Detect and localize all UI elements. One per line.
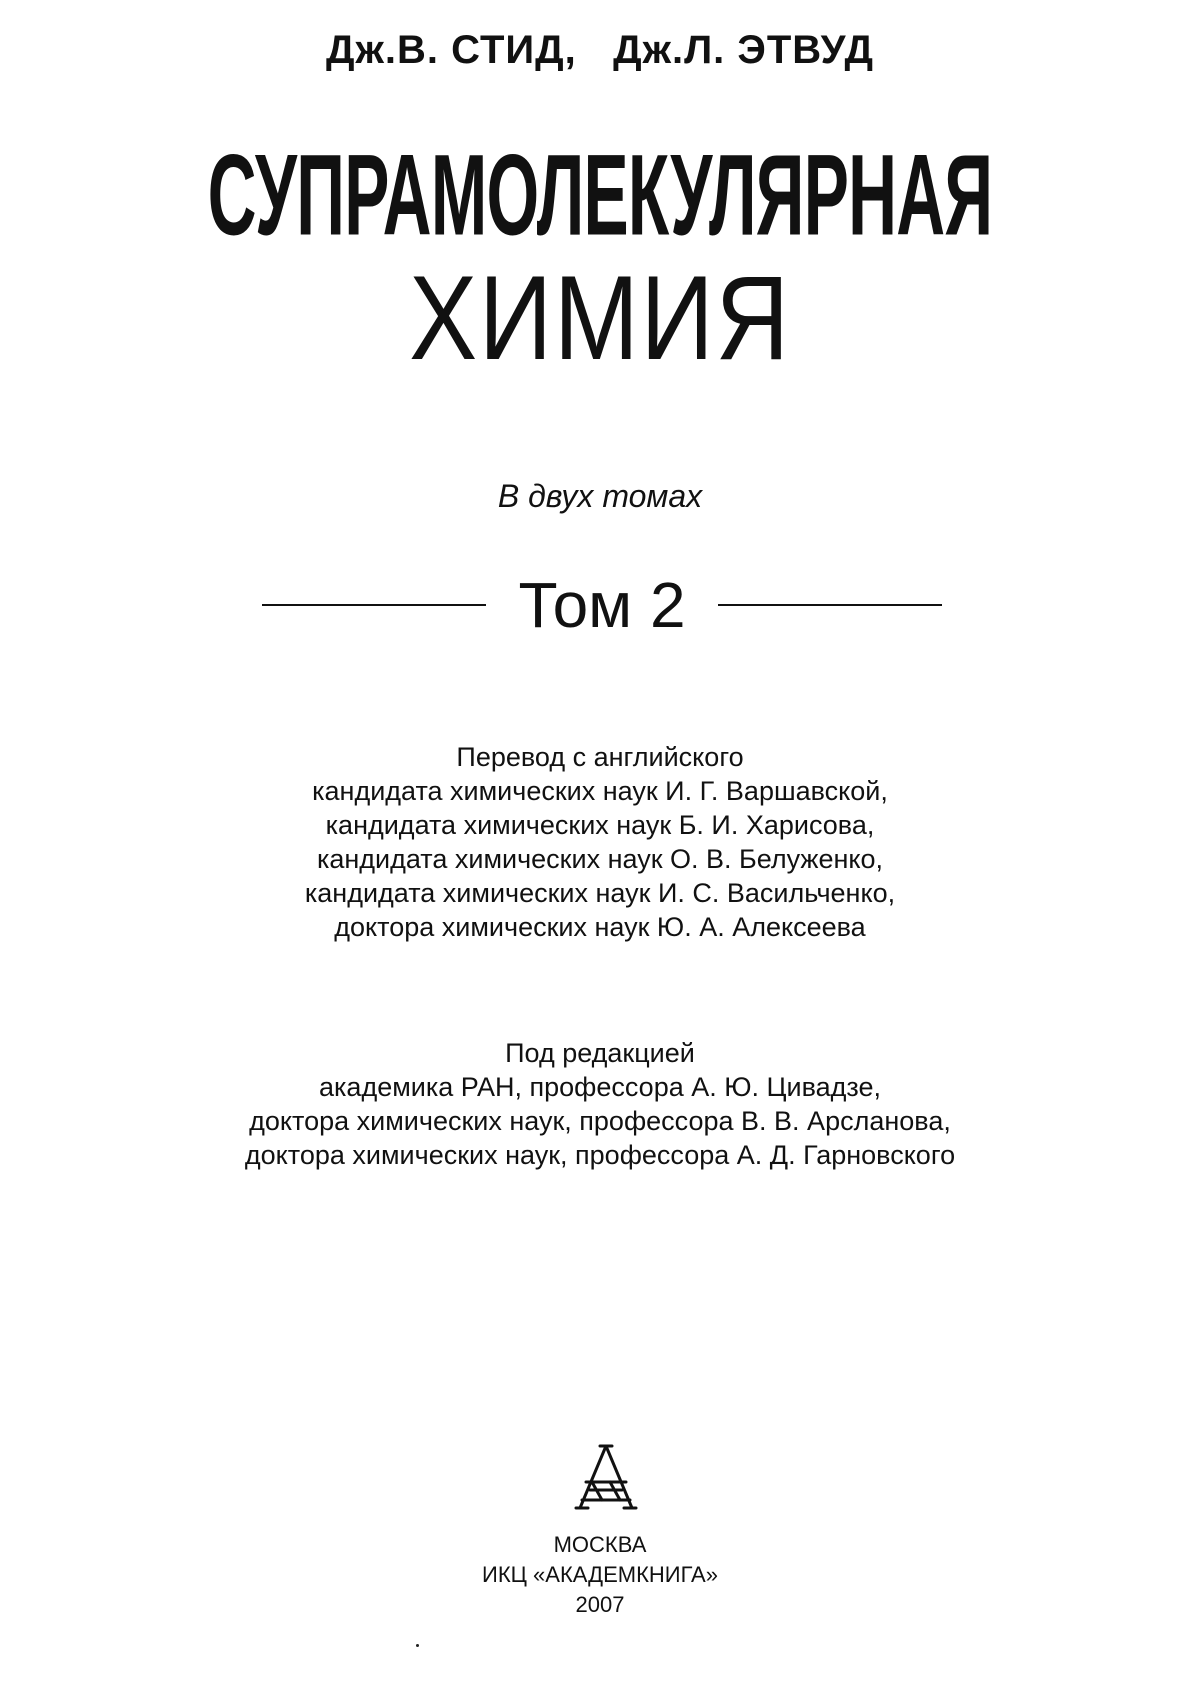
editors-heading: Под редакцией [505, 1038, 695, 1068]
book-title-main: СУПРАМОЛЕКУЛЯРНАЯ [207, 130, 993, 259]
editor-line: академика РАН, профессора А. Ю. Цивадзе, [319, 1072, 881, 1102]
scan-speck [416, 1644, 419, 1647]
publisher-name: ИКЦ «АКАДЕМКНИГА» [482, 1562, 718, 1587]
volumes-note: В двух томах [497, 478, 703, 514]
translator-line: кандидата химических наук О. В. Белуженко, [316, 844, 884, 874]
translation-heading: Перевод с английского [456, 742, 744, 772]
right-rule [718, 604, 942, 606]
akademkniga-logo-icon [570, 1442, 642, 1514]
translator-line: кандидата химических наук И. Г. Варшавской, [312, 776, 888, 806]
translator-line: доктора химических наук Ю. А. Алексеева [334, 912, 866, 942]
book-title-sub: ХИМИЯ [409, 251, 791, 385]
editor-line: доктора химических наук, профессора В. В. Арсланова, [249, 1106, 951, 1136]
editor-credits [0, 1036, 1200, 1172]
publisher-city: МОСКВА [553, 1532, 647, 1557]
publication-year: 2007 [575, 1592, 625, 1617]
volume-label: Том 2 [518, 569, 686, 641]
editor-line: доктора химических наук, профессора А. Д. Гарновского [244, 1140, 956, 1170]
publisher-block [0, 1530, 1200, 1620]
authors-line: Дж.В. СТИД, Дж.Л. ЭТВУД [326, 28, 874, 72]
translator-line: кандидата химических наук Б. И. Харисова, [325, 810, 875, 840]
translator-line: кандидата химических наук И. С. Васильченко, [304, 878, 896, 908]
volume-heading [262, 565, 942, 645]
translation-credits [0, 740, 1200, 944]
